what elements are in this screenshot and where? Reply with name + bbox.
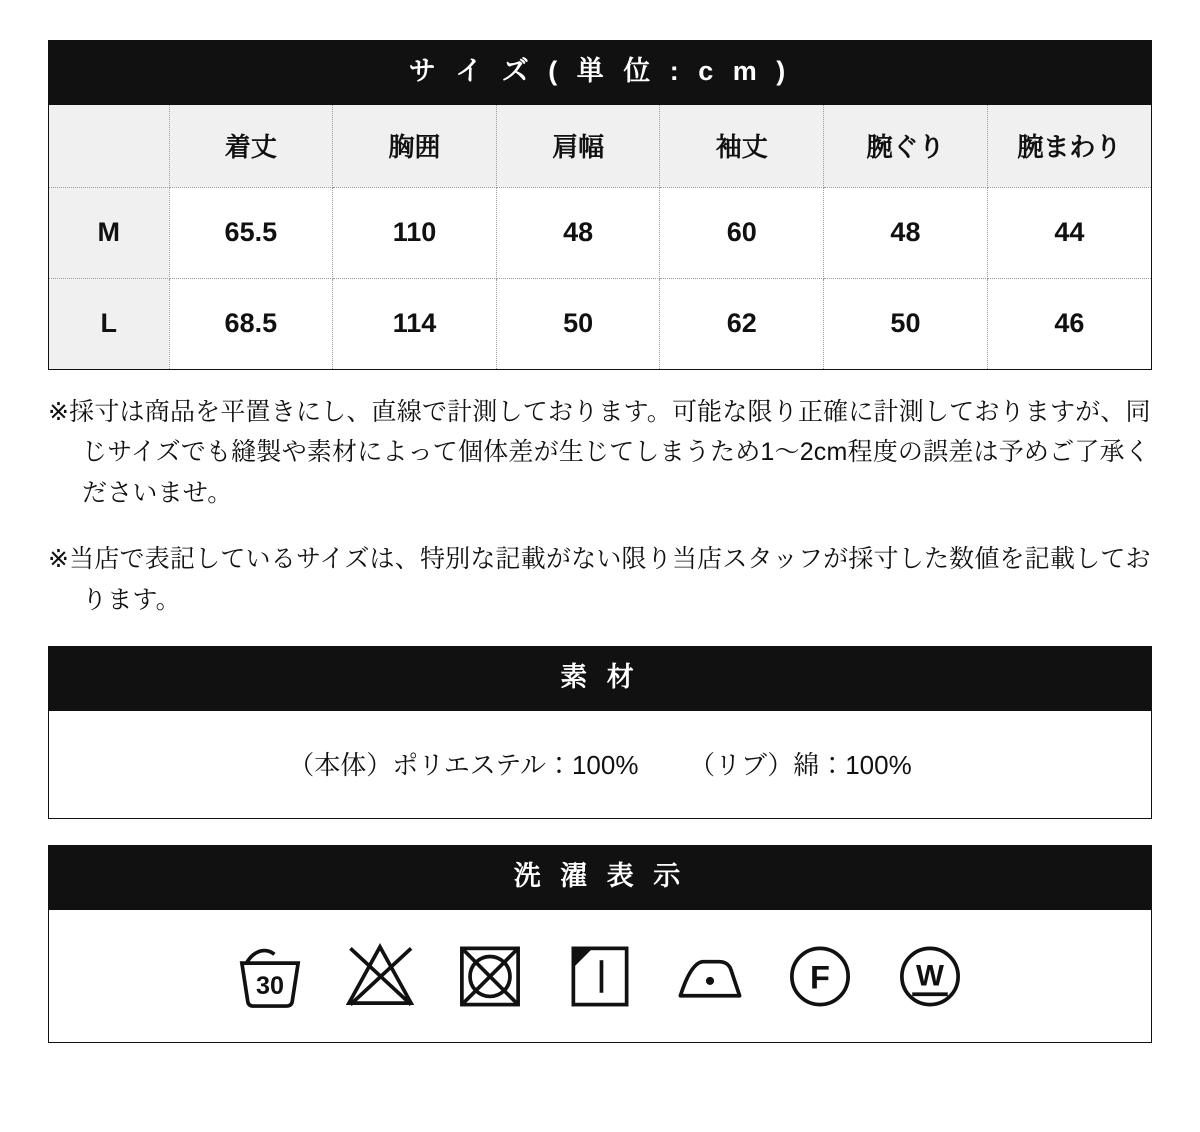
note-measurement-tolerance: ※採寸は商品を平置きにし、直線で計測しております。可能な限り正確に計測しておりますが、同じサイズでも縫製や素材によって個体差が生じてしまうため1〜2cm程度の誤差は予めご了承くださいませ。 [48, 397, 1151, 507]
table-row [49, 278, 1151, 369]
cell-l-chest: 114 [333, 278, 497, 369]
column-header-sleeve: 袖丈 [660, 105, 824, 188]
wash-30-icon [233, 938, 307, 1012]
cell-l-length: 68.5 [169, 278, 333, 369]
wash-section-title: 洗 濯 表 示 [49, 846, 1151, 910]
material-section [48, 646, 1152, 819]
cell-l-sleeve: 62 [660, 278, 824, 369]
wash-section [48, 845, 1152, 1043]
dry-clean-f-label: F [810, 958, 830, 995]
size-table-body [49, 187, 1151, 369]
cell-m-sleeve: 60 [660, 187, 824, 278]
column-header-blank [49, 105, 169, 188]
wet-clean-w-icon [893, 938, 967, 1012]
column-header-chest: 胸囲 [333, 105, 497, 188]
cell-l-armhole: 50 [824, 278, 988, 369]
cell-m-arm-circumference: 44 [987, 187, 1151, 278]
material-body [49, 711, 1151, 818]
size-table-head [49, 105, 1151, 188]
material-section-title: 素 材 [49, 647, 1151, 711]
table-header-row [49, 105, 1151, 188]
cell-l-shoulder: 50 [496, 278, 660, 369]
no-tumble-dry-icon [453, 938, 527, 1012]
cell-m-shoulder: 48 [496, 187, 660, 278]
column-header-arm-circumference: 腕まわり [987, 105, 1151, 188]
iron-low-icon [673, 938, 747, 1012]
size-section-title: サ イ ズ ( 単 位 : c m ) [49, 41, 1151, 105]
cell-l-arm-circumference: 46 [987, 278, 1151, 369]
cell-m-chest: 110 [333, 187, 497, 278]
cell-m-armhole: 48 [824, 187, 988, 278]
size-table [49, 105, 1151, 369]
dry-clean-f-icon [783, 938, 857, 1012]
no-bleach-icon [343, 938, 417, 1012]
material-sub: （リブ）綿：100% [688, 749, 912, 780]
drip-dry-in-shade-icon [563, 938, 637, 1012]
table-row [49, 187, 1151, 278]
wet-clean-w-label: W [916, 958, 944, 992]
column-header-length: 着丈 [169, 105, 333, 188]
material-main: （本体）ポリエステル：100% [288, 749, 639, 780]
column-header-armhole: 腕ぐり [824, 105, 988, 188]
wash-symbol-row [49, 910, 1151, 1042]
measurement-notes [48, 392, 1152, 621]
row-header-size-m: M [49, 187, 169, 278]
column-header-shoulder: 肩幅 [496, 105, 660, 188]
wash-30-label: 30 [256, 971, 284, 1000]
size-section [48, 40, 1152, 370]
note-staff-measured: ※当店で表記しているサイズは、特別な記載がない限り当店スタッフが採寸した数値を記載しております。 [48, 545, 1151, 614]
cell-m-length: 65.5 [169, 187, 333, 278]
row-header-size-l: L [49, 278, 169, 369]
